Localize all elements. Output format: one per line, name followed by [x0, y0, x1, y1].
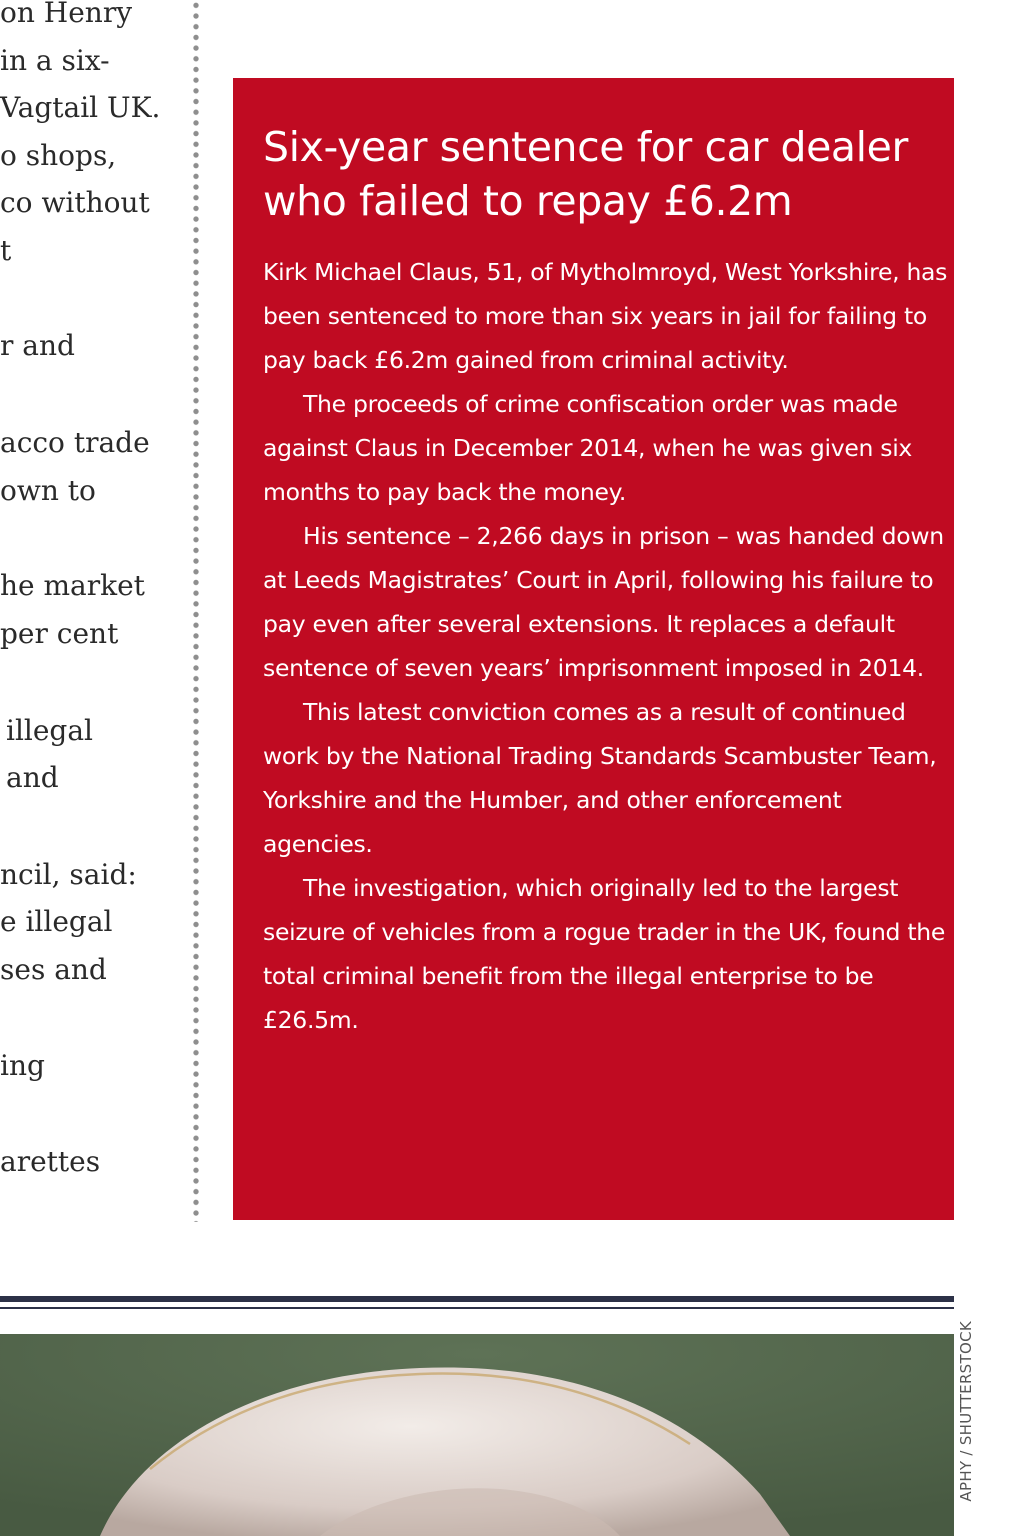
left-text-line: ing — [0, 1049, 45, 1082]
left-text-line: in a six- — [0, 44, 110, 77]
photo-illustration — [0, 1334, 954, 1536]
dotted-column-divider — [192, 0, 200, 1222]
sidebar-paragraph: The investigation, which originally led to the largest seizure of vehicles from a rogue trader in the UK, found the total criminal benefit from the illegal enterprise to be £26.5m. — [263, 874, 946, 1034]
left-text-line: own to — [0, 474, 96, 507]
article-photo — [0, 1334, 954, 1536]
left-text-line: on Henry — [0, 0, 133, 29]
left-text-line: per cent — [0, 617, 119, 650]
left-text-line: arettes — [0, 1145, 101, 1178]
left-text-line: r and — [0, 329, 75, 362]
left-text-line: ses and — [0, 953, 107, 986]
left-article-column — [0, 0, 170, 1230]
sidebar-paragraph: This latest conviction comes as a result of continued work by the National Trading Standards Scambuster Team, Yorkshire and the Humber, and other enforcement agencies. — [263, 698, 937, 858]
left-text-line: and — [6, 761, 59, 794]
sidebar-body — [263, 250, 948, 1042]
left-text-line: o shops, — [0, 139, 117, 172]
sidebar-headline: Six-year sentence for car dealer who failed to repay £6.2m — [263, 123, 908, 225]
section-rule-thin — [0, 1307, 954, 1309]
photo-credit: APHY / SHUTTERSTOCK — [957, 1321, 975, 1502]
left-text-line: e illegal — [0, 905, 113, 938]
left-text-line: illegal — [6, 714, 94, 747]
left-text-line: acco trade — [0, 426, 150, 459]
left-text-line: t — [0, 234, 12, 267]
section-rule-thick — [0, 1296, 954, 1302]
sidebar-paragraph: His sentence – 2,266 days in prison – was handed down at Leeds Magistrates’ Court in April, following his failure to pay even after several extensions. It replaces a default sentence of seven years’ imprisonment imposed in 2014. — [263, 522, 944, 682]
left-text-line: he market — [0, 569, 145, 602]
sidebar-paragraph: Kirk Michael Claus, 51, of Mytholmroyd, West Yorkshire, has been sentenced to more than six years in jail for failing to pay back £6.2m gained from criminal activity. — [263, 258, 948, 374]
left-text-line: co without — [0, 186, 150, 219]
left-text-line: Vagtail UK. — [0, 91, 161, 124]
left-text-line: ncil, said: — [0, 858, 137, 891]
sidebar-paragraph: The proceeds of crime confiscation order was made against Claus in December 2014, when he was given six months to pay back the money. — [263, 390, 913, 506]
